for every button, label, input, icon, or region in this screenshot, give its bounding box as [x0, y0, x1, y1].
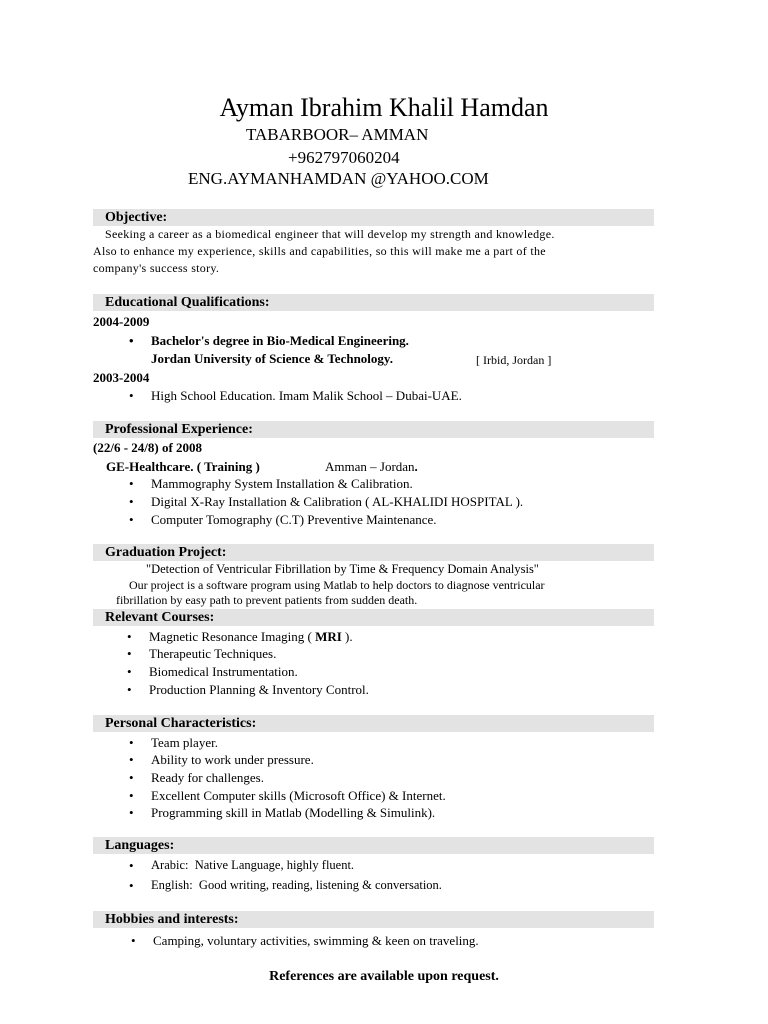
- graduation-heading: Graduation Project:: [105, 545, 227, 560]
- project-desc-1: Our project is a software program using Matlab to help doctors to diagnose ventricular: [129, 578, 545, 592]
- personal-item: • Programming skill in Matlab (Modelling & Simulink).: [129, 805, 436, 820]
- personal-item: • Team player.: [129, 735, 218, 750]
- course-item: • Production Planning & Inventory Control.: [127, 682, 369, 697]
- bullet-icon: •: [129, 333, 134, 348]
- hobbies-heading: Hobbies and interests:: [105, 912, 239, 927]
- personal-item: • Excellent Computer skills (Microsoft Office) & Internet.: [129, 788, 446, 803]
- bullet-icon: •: [127, 682, 132, 697]
- location-text: TABARBOOR– AMMAN: [246, 125, 429, 144]
- bullet-icon: •: [129, 878, 134, 893]
- hobby-item: • Camping, voluntary activities, swimming & keen on traveling.: [131, 933, 479, 948]
- course-item: • Therapeutic Techniques.: [127, 646, 277, 661]
- bullet-icon: •: [129, 494, 134, 509]
- bullet-icon: •: [129, 805, 134, 820]
- company-location: Amman – Jordan.: [325, 459, 418, 474]
- personal-item: • Ability to work under pressure.: [129, 752, 314, 767]
- courses-heading: Relevant Courses:: [105, 610, 215, 625]
- education-period-1: 2004-2009: [93, 314, 150, 329]
- company-name: GE-Healthcare. ( Training ): [106, 459, 260, 474]
- phone-number: +962797060204: [288, 148, 400, 167]
- objective-line-3: company's success story.: [93, 261, 220, 275]
- bullet-icon: •: [127, 664, 132, 679]
- experience-item: • Computer Tomography (C.T) Preventive Maintenance.: [129, 512, 437, 527]
- bullet-icon: •: [129, 388, 134, 403]
- degree-text: Bachelor's degree in Bio-Medical Engineering.: [151, 333, 409, 348]
- email-address: ENG.AYMANHAMDAN @YAHOO.COM: [188, 169, 489, 188]
- experience-item: • Mammography System Installation & Calibration.: [129, 476, 413, 491]
- objective-line-2: Also to enhance my experience, skills and capabilities, so this will make me a part of the: [93, 244, 546, 258]
- bullet-icon: •: [127, 629, 132, 644]
- experience-period: (22/6 - 24/8) of 2008: [93, 440, 203, 455]
- course-item: • Magnetic Resonance Imaging ( MRI ).: [127, 629, 353, 644]
- degree-item: [129, 332, 409, 349]
- school-text: High School Education. Imam Malik School – Dubai-UAE.: [151, 388, 462, 403]
- project-desc-2: fibrillation by easy path to prevent patients from sudden death.: [116, 593, 418, 607]
- education-heading: Educational Qualifications:: [105, 295, 270, 310]
- languages-band: [93, 837, 654, 854]
- university-location: [ Irbid, Jordan ]: [476, 353, 552, 367]
- bullet-icon: •: [129, 770, 134, 785]
- language-item-english: • English: Good writing, reading, listening & conversation.: [129, 878, 442, 893]
- personal-item: • Ready for challenges.: [129, 770, 264, 785]
- bullet-icon: •: [129, 512, 134, 527]
- experience-item: • Digital X-Ray Installation & Calibration ( AL-KHALIDI HOSPITAL ).: [129, 494, 524, 509]
- bullet-icon: •: [131, 933, 136, 948]
- bullet-icon: •: [129, 858, 134, 873]
- project-title: "Detection of Ventricular Fibrillation by Time & Frequency Domain Analysis": [146, 562, 539, 576]
- references-note: References are available upon request.: [269, 969, 499, 984]
- personal-heading: Personal Characteristics:: [105, 716, 257, 731]
- bullet-icon: •: [127, 646, 132, 661]
- university-name: Jordan University of Science & Technology.: [151, 351, 393, 366]
- bullet-icon: •: [129, 476, 134, 491]
- candidate-name: Ayman Ibrahim Khalil Hamdan: [219, 93, 549, 122]
- bullet-icon: •: [129, 735, 134, 750]
- bullet-icon: •: [129, 752, 134, 767]
- school-item: [129, 387, 462, 404]
- language-item-arabic: • Arabic: Native Language, highly fluent.: [129, 858, 355, 873]
- education-period-2: 2003-2004: [93, 370, 150, 385]
- languages-heading: Languages:: [105, 838, 175, 853]
- objective-text: [93, 226, 654, 277]
- objective-heading: Objective:: [105, 210, 168, 225]
- experience-heading: Professional Experience:: [105, 422, 253, 437]
- course-item: • Biomedical Instrumentation.: [127, 664, 298, 679]
- bullet-icon: •: [129, 788, 134, 803]
- objective-band: [93, 209, 654, 226]
- objective-line-1: Seeking a career as a biomedical engineer that will develop my strength and knowledge.: [105, 227, 555, 241]
